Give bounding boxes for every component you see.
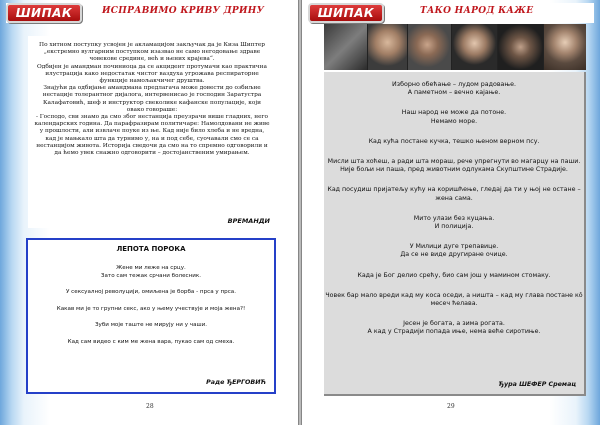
poem-box [26,238,276,394]
photo-man-portrait [452,24,498,70]
aphorism-line: Није бољи ни паша, пред животним одлукама Скупштине Стрaдије. [340,166,568,174]
aphorism-line: Мисли шта хоћеш, а ради шта мораш, рече упрегнути во магарцу на паши. [327,158,581,166]
aphorisms-author: Ђура ШЕФЕР Сремац [498,381,576,388]
article-signature: ВРЕМАНДИ [227,217,270,225]
aphorism-line: Кад кућа постане кучка, тешко њеном верном псу. [368,137,540,145]
article-paragraph: Знајући да одбијање амандмана предлагача може довести до озбиљне нестације толерантног дијалога, интервенисао је господин Заратустра Калафатовић, шеф и инструктор свеколике кафанске популације, који овако говораше: [42,85,262,113]
poem-line: Зуби моје таште не мирују ни у чаши. [94,322,208,329]
aphorism-line: У Милици дуге трепавице. [409,243,499,251]
aphorism-line: Наш народ не може да потоне. [401,109,507,117]
photo-man-smiling [544,24,586,70]
left-page [0,0,298,425]
page-number: 29 [447,403,455,410]
photo-speaker [498,24,544,70]
article-paragraph: Одбијен је амандман починиоца да се акцидент протумачи као практична илустрација како недостатак чистог ваздуха угрожава респираторне функције намољакчичег друштва. [37,63,267,85]
aphorism-line: Мито улази без куцања. [413,214,495,222]
poem-line: Зато сам тежак срчани болесник. [100,272,202,279]
left-header [6,3,296,23]
article-paragraph: По хитном поступку усвојен је акламацијом закључак да је Киза Шиптер „екстремно вулгарним поступком изазвао не само негодовање здраве човекове средине, већ и њених крајева“. [39,42,265,63]
photo-crowd [324,24,368,70]
magazine-logo: ШИПАК [308,3,384,23]
photo-strip [324,24,586,70]
aphorism-line: А кад у Страдији попада иње, нема веће сиротиње. [367,328,541,336]
article-paragraph: - Господо, сви знамо да смо због нестанција преузрачи више гладних, него календарских година. Да парафразирам политичаре: Намолдовани не живе у прошлости, али извлаче поуке из ње. Кад није било хлеба и не вредна, кад је мањкало шта да турнимо у, на и под себе, суочавали смо се са нестанцијом живота. Историја сведочи да смо на то спремно одговорили и да ћемо увек снажно одговорити – достојанственим умирањем. [34,114,270,157]
right-page [302,0,600,425]
right-header [304,3,594,23]
poem-title: ЛЕПОТА ПОРОКА [116,245,186,253]
poem-line: У сексуалној револуцији, омиљена је борба - прса у прса. [65,289,236,296]
section-title: ТАКО НАРОД КАЖЕ [420,6,534,16]
aphorism-line: Када је Бог делио срећу, био сам још у мамином стомаку. [357,271,551,279]
aphorism-line: Да се не виде другиране очице. [400,251,508,259]
poem-line: Какав ми је то групни секс, ако у њему учествује и моја жена?! [56,305,246,312]
page-number: 28 [146,403,154,410]
poem-author: Раде ЂЕРГОВИЋ [206,379,266,386]
aphorism-line: Изборно обећање – лудом радовање. [392,81,516,88]
photo-man-glasses [368,24,408,70]
aphorism-line: Кад посудиш пријатељу кућу на коришћење, гледај да ти у њој не остане – жена сама. [327,186,581,202]
aphorism-line: Немамо море. [430,117,478,125]
article-column [28,36,276,228]
poem-line: Кад сам видео с ким ме жена вара, пукао сам од смеха. [67,338,235,345]
aphorism-line: И полиција. [434,223,474,231]
photo-man-shouting [408,24,452,70]
aphorism-line: А паметном – вечно кајање. [407,89,501,97]
section-title: ИСПРАВИМО КРИВУ ДРИНУ [102,6,265,16]
aphorism-line: Човек бар мало вреди кад му коса оседи, а ништа – кад му глава постане кô месеч ћелава. [325,291,583,308]
aphorisms-box [324,72,586,396]
aphorism-line: Јесен је богата, а зима рогата. [403,320,505,328]
magazine-logo: ШИПАК [6,3,82,23]
article-text [28,36,276,157]
poem-line: Жене ми леже на срцу. [116,265,186,271]
